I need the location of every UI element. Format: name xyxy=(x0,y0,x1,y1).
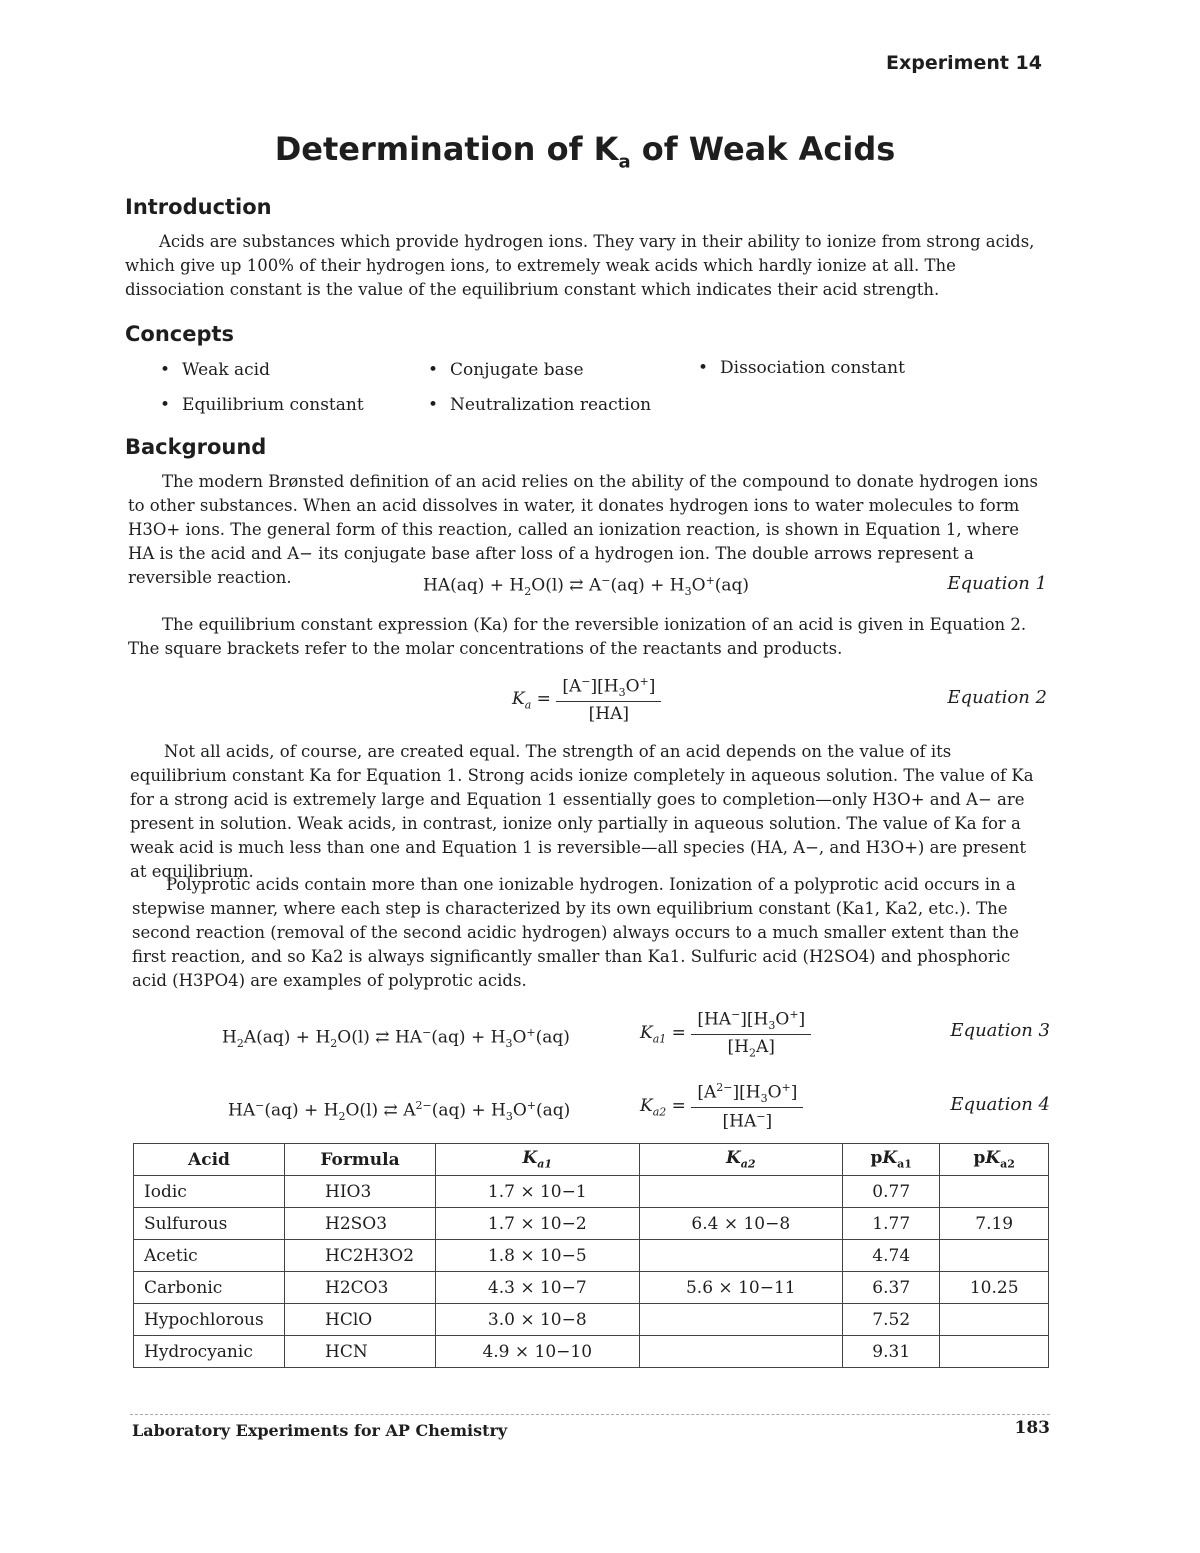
table-row xyxy=(134,1304,1049,1336)
background-paragraph-4: Polyprotic acids contain more than one ionizable hydrogen. Ionization of a polyprotic acid occurs in a stepwise manner, where each step is characterized by its own equilibrium constant (Ka1, Ka2, etc.). The second reaction (removal of the second acidic hydrogen) always occurs to a much smaller extent than the first reaction, and so Ka2 is always significantly smaller than Ka1. Sulfuric acid (H2SO4) and phosphoric acid (H3PO4) are examples of polyprotic acids. xyxy=(132,875,1020,990)
cell-pka2 xyxy=(940,1176,1049,1208)
table-body xyxy=(134,1176,1049,1368)
background-paragraph-1: The modern Brønsted definition of an acid relies on the ability of the compound to donate hydrogen ions to other substances. When an acid dissolves in water, it donates hydrogen ions to water molecules to form H3O+ ions. The general form of this reaction, called an ionization reaction, is shown in Equation 1, where HA is the acid and A− its conjugate base after loss of a hydrogen ion. The double arrows represent a reversible reaction. xyxy=(128,472,1039,587)
cell-ka2: 5.6 × 10−11 xyxy=(639,1272,843,1304)
background-paragraph-3: Not all acids, of course, are created equal. The strength of an acid depends on the value of its equilibrium constant Ka for Equation 1. Strong acids ionize completely in aqueous solution. The value of Ka for a strong acid is extremely large and Equation 1 essentially goes to completion—only H3O+ and A− are present in solution. Weak acids, in contrast, ionize only partially in aqueous solution. The value of Ka for a weak acid is much less than one and Equation 1 is reversible—all species (HA, A−, and H3O+) are present at equilibrium. xyxy=(130,742,1034,881)
cell-acid: Acetic xyxy=(134,1240,285,1272)
equation-4-reaction: $HA^-(aq) + H_2O(l)$ ⇄ $A^{2-}(aq) + H_3O^+(aq)$ xyxy=(228,1099,571,1124)
acid-constants-table xyxy=(133,1143,1049,1368)
concepts-heading: Concepts xyxy=(125,322,235,346)
cell-formula: HCN xyxy=(285,1336,436,1368)
page-number: 183 xyxy=(1014,1418,1050,1438)
cell-pka2: 10.25 xyxy=(940,1272,1049,1304)
col-ka1: $K_{a1}$ xyxy=(436,1144,640,1176)
cell-formula: HClO xyxy=(285,1304,436,1336)
table-row xyxy=(134,1336,1049,1368)
cell-ka2 xyxy=(639,1336,843,1368)
cell-ka1: 4.3 × 10−7 xyxy=(436,1272,640,1304)
background-heading: Background xyxy=(125,435,267,459)
equation-3-label: Equation 3 xyxy=(950,1020,1050,1041)
cell-ka2 xyxy=(639,1304,843,1336)
cell-ka2: 6.4 × 10−8 xyxy=(639,1208,843,1240)
page-title: Determination of $K_a$ of Weak Acids xyxy=(274,130,896,173)
equation-4-label: Equation 4 xyxy=(950,1094,1050,1115)
cell-pka2 xyxy=(940,1336,1049,1368)
cell-acid: Carbonic xyxy=(134,1272,285,1304)
col-pka1: $pK_{a1}$ xyxy=(843,1144,940,1176)
cell-acid: Iodic xyxy=(134,1176,285,1208)
col-acid: Acid xyxy=(134,1144,285,1176)
cell-pka2 xyxy=(940,1304,1049,1336)
cell-pka1: 1.77 xyxy=(843,1208,940,1240)
cell-acid: Hydrocyanic xyxy=(134,1336,285,1368)
equation-1-label: Equation 1 xyxy=(947,573,1047,594)
experiment-label: Experiment 14 xyxy=(886,52,1042,74)
cell-ka1: 3.0 × 10−8 xyxy=(436,1304,640,1336)
cell-ka1: 1.7 × 10−2 xyxy=(436,1208,640,1240)
cell-ka1: 1.8 × 10−5 xyxy=(436,1240,640,1272)
cell-formula: H2SO3 xyxy=(285,1208,436,1240)
table-row xyxy=(134,1272,1049,1304)
footer-divider xyxy=(130,1414,1050,1415)
equation-3-reaction: $H_2A(aq) + H_2O(l)$ ⇄ $HA^-(aq) + H_3O^+(aq)$ xyxy=(222,1026,570,1051)
concept-item: • Neutralization reaction xyxy=(428,395,651,415)
introduction-heading: Introduction xyxy=(125,195,272,219)
cell-acid: Sulfurous xyxy=(134,1208,285,1240)
cell-ka2 xyxy=(639,1176,843,1208)
table-row xyxy=(134,1240,1049,1272)
cell-pka1: 4.74 xyxy=(843,1240,940,1272)
equation-3-expression: $K_{a1}$ = $\frac{[HA^-][H_3O^+]}{[H_2A]}$ xyxy=(640,1008,811,1059)
cell-formula: HIO3 xyxy=(285,1176,436,1208)
background-paragraph-2: The equilibrium constant expression (Ka) for the reversible ionization of an acid is given in Equation 2. The square brackets refer to the molar concentrations of the reactants and products. xyxy=(128,615,1027,658)
col-pka2: $pK_{a2}$ xyxy=(940,1144,1049,1176)
cell-pka2: 7.19 xyxy=(940,1208,1049,1240)
equation-1: $HA(aq) + H_2O(l)$ ⇄ $A^-(aq) + H_3O^+(aq)$ xyxy=(423,574,750,599)
col-ka2: $K_{a2}$ xyxy=(639,1144,843,1176)
table-header-row xyxy=(134,1144,1049,1176)
footer-book-title: Laboratory Experiments for AP Chemistry xyxy=(132,1421,508,1440)
cell-pka1: 0.77 xyxy=(843,1176,940,1208)
introduction-text: Acids are substances which provide hydrogen ions. They vary in their ability to ionize from strong acids, which give up 100% of their hydrogen ions, to extremely weak acids which hardly ionize at all. The dissociation constant is the value of the equilibrium constant which indicates their acid strength. xyxy=(125,232,1035,299)
concept-item: • Dissociation constant xyxy=(698,358,905,378)
table-row xyxy=(134,1208,1049,1240)
cell-formula: H2CO3 xyxy=(285,1272,436,1304)
concept-item: • Conjugate base xyxy=(428,360,584,380)
cell-pka2 xyxy=(940,1240,1049,1272)
equation-4-expression: $K_{a2}$ = $\frac{[A^{2-}][H_3O^+]}{[HA^-]}$ xyxy=(640,1081,803,1132)
col-formula: Formula xyxy=(285,1144,436,1176)
cell-ka1: 1.7 × 10−1 xyxy=(436,1176,640,1208)
cell-acid: Hypochlorous xyxy=(134,1304,285,1336)
cell-ka2 xyxy=(639,1240,843,1272)
concept-item: • Weak acid xyxy=(160,360,270,380)
equation-2-label: Equation 2 xyxy=(947,687,1047,708)
equation-2: $K_a$ = $\frac{[A^-][H_3O^+]}{[HA]}$ xyxy=(512,675,661,724)
cell-ka1: 4.9 × 10−10 xyxy=(436,1336,640,1368)
table-row xyxy=(134,1176,1049,1208)
cell-pka1: 6.37 xyxy=(843,1272,940,1304)
cell-pka1: 7.52 xyxy=(843,1304,940,1336)
cell-formula: HC2H3O2 xyxy=(285,1240,436,1272)
cell-pka1: 9.31 xyxy=(843,1336,940,1368)
concept-item: • Equilibrium constant xyxy=(160,395,364,415)
